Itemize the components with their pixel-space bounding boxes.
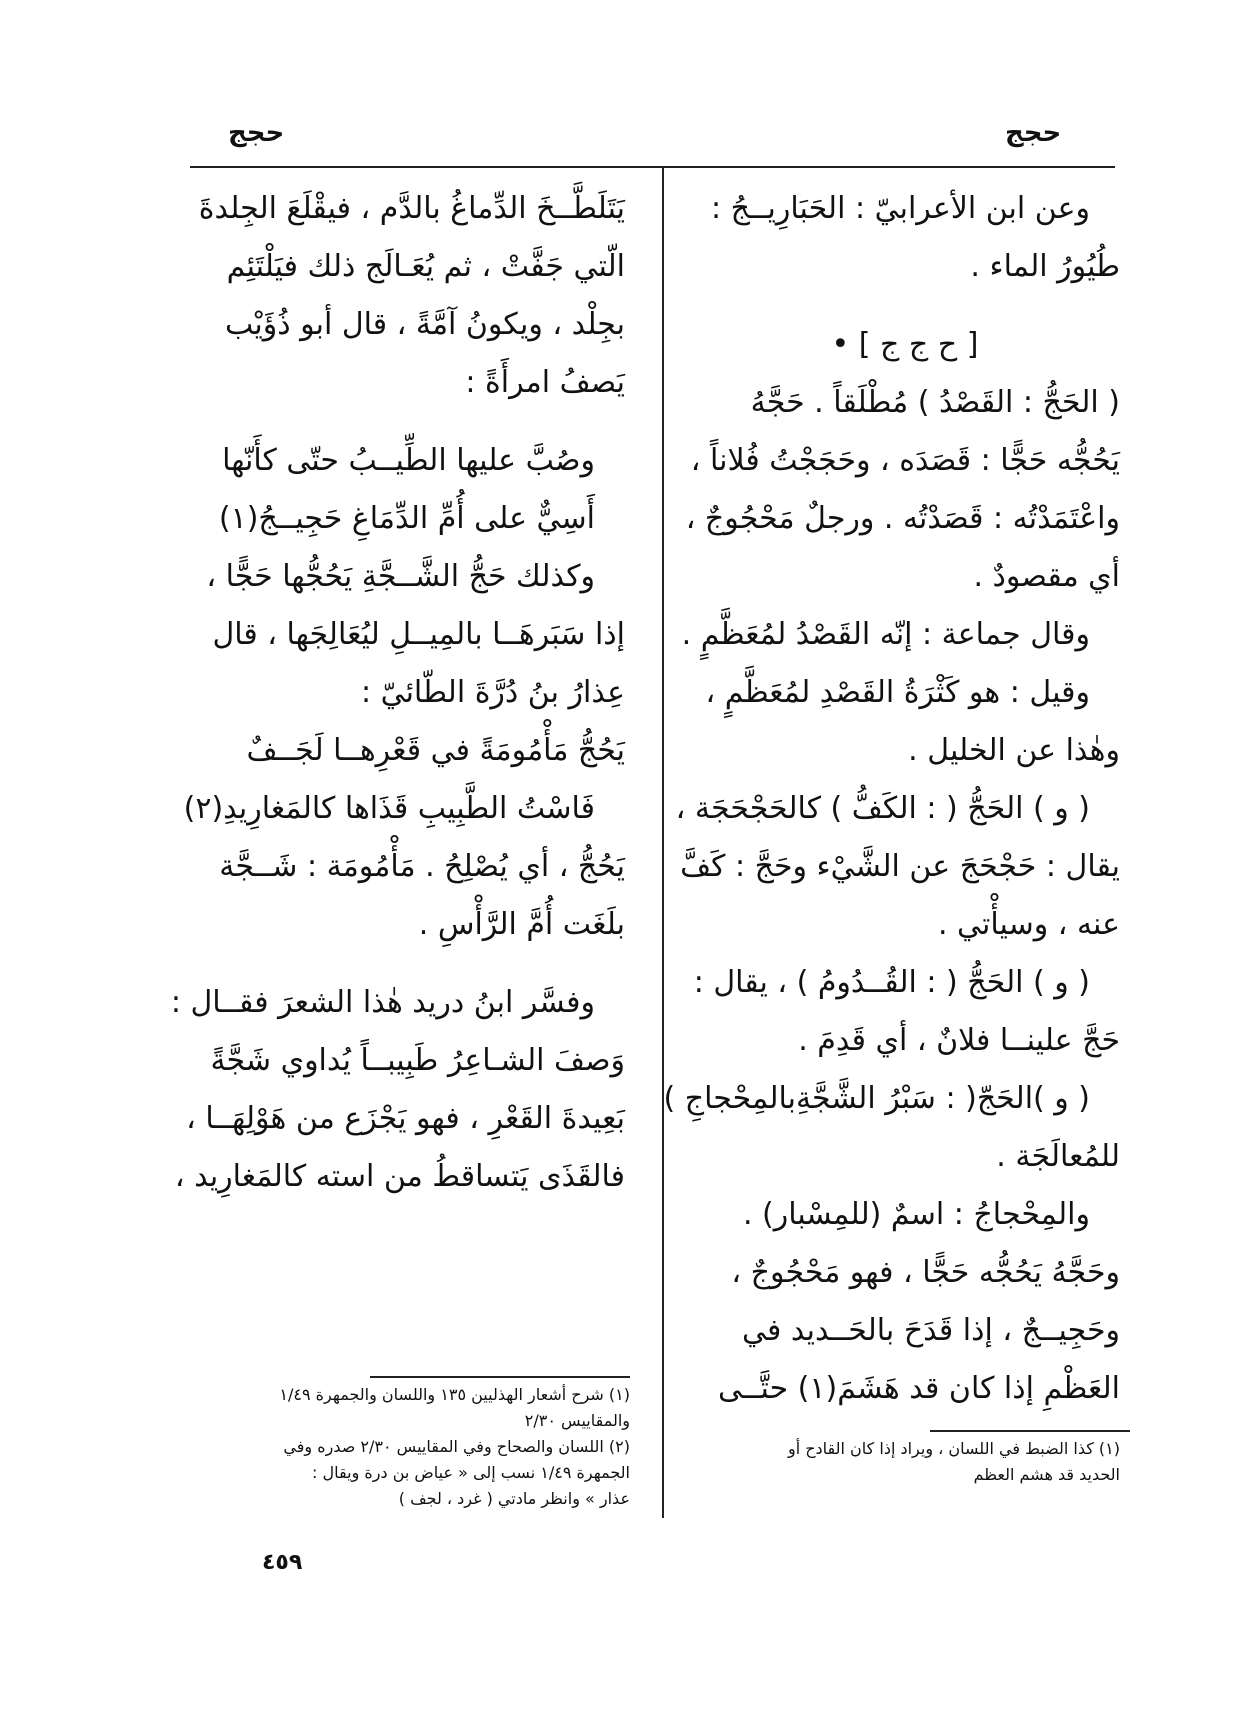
text-line: للمُعالَجَة . <box>996 1139 1120 1174</box>
footnote-line: الجمهرة ١/٤٩ نسب إلى « عياض بن درة ويقال : <box>312 1463 630 1482</box>
text-line: وهٰذا عن الخليل . <box>908 733 1120 768</box>
text-line: وَصفَ الشـاعِرُ طَبِيبــاً يُداوي شَجَّةً <box>210 1043 625 1078</box>
text-line: ( الحَجُّ : القَصْدُ ) مُطْلَقاً . حَجَّهُ <box>750 385 1120 420</box>
text-line: واعْتَمَدْتُه : قَصَدْتُه . ورجلٌ مَحْجُوجٌ ، <box>685 501 1120 536</box>
text-line: عِذارُ بنُ دُرَّةَ الطّائيّ : <box>360 675 625 710</box>
poem-verse: وصُبَّ عليها الطِّيــبُ حتّى كأَنّها <box>222 443 595 478</box>
text-line: الّتي جَفَّتْ ، ثم يُعَـالَج ذلك فيَلْتَئِم <box>226 249 625 284</box>
text-line: إذا سَبَرهَــا بالمِيــلِ ليُعَالِجَها ، قال <box>212 617 625 652</box>
text-line: وحَجَّهُ يَحُجُّه حَجًّا ، فهو مَحْجُوجٌ ، <box>731 1255 1120 1290</box>
text-line: وعن ابن الأعرابيّ : الحَبَارِيــجُ : <box>710 191 1090 226</box>
text-line: وحَجِيــجٌ ، إذا قَدَحَ بالحَــديد في <box>741 1313 1120 1348</box>
footnotes-right <box>700 1436 1120 1488</box>
footnote-line: الحديد قد هشم العظم <box>973 1465 1120 1484</box>
text-line: ( و ) الحَجُّ ( : الكَفُّ ) كالحَجْحَجَة ، <box>675 791 1090 826</box>
text-line: ( و ) الحَجُّ ( : القُــدُومُ ) ، يقال : <box>693 965 1090 1000</box>
text-line: فالقَذَى يَتساقطُ من استه كالمَغارِيد ، <box>174 1159 625 1194</box>
footnote-line: (١) شرح أشعار الهذليين ١٣٥ واللسان والجمهرة ١/٤٩ <box>279 1385 630 1404</box>
text-line: يَحُجُّ ، أي يُصْلِحُ . مَأْمُومَة : شَــجَّة <box>219 849 625 884</box>
text-line: طُيُورُ الماء . <box>970 249 1120 284</box>
header-rule <box>190 166 1115 168</box>
text-line: بجِلْد ، ويكونُ آمَّةً ، قال أبو ذُؤَيْب <box>224 307 625 342</box>
text-line: عنه ، وسيأْتي . <box>937 907 1120 942</box>
text-line: حَجَّ علينــا فلانٌ ، أي قَدِمَ . <box>798 1023 1120 1058</box>
column-divider <box>662 168 664 1518</box>
text-line: ( و )الحَجّ( : سَبْرُ الشَّجَّةِبالمِحْجاجِ ) <box>663 1081 1090 1116</box>
text-line: يَتَلَطَّــخَ الدِّماغُ بالدَّم ، فيقْلَعَ الجِلدةَ <box>198 191 625 226</box>
poem-verse: أَسِيٌّ على أُمِّ الدِّمَاغِ حَجِيــجُ(١) <box>218 501 595 536</box>
text-line: والمِحْجاجُ : اسمٌ (للمِسْبار) . <box>742 1197 1090 1232</box>
text-line: يَحُجُّه حَجًّا : قَصَدَه ، وحَجَجْتُ فُلاناً ، <box>690 443 1120 478</box>
text-line: بلَغَت أُمَّ الرَّأْسِ . <box>418 907 625 942</box>
footnote-rule-right <box>930 1430 1130 1432</box>
text-line: العَظْمِ إذا كان قد هَشَمَ(١) حتَّــى <box>717 1371 1120 1406</box>
text-line: يَصفُ امرأَةً : <box>465 365 625 400</box>
footnote-rule-left <box>370 1376 630 1378</box>
text-line: أي مقصودٌ . <box>973 559 1120 594</box>
footnote-line: (٢) اللسان والصحاح وفي المقاييس ٢/٣٠ صدره وفي <box>283 1437 630 1456</box>
left-column <box>170 180 625 1206</box>
text-line: وكذلك حَجُّ الشَّــجَّةِ يَحُجُّها حَجًّا ، <box>206 559 595 594</box>
entry-heading: [ ح ج ج ] • <box>831 327 979 362</box>
footnote-line: (١) كذا الضبط في اللسان ، ويراد إذا كان القادح أو <box>787 1439 1120 1458</box>
footnotes-left <box>180 1382 630 1512</box>
right-column <box>663 180 1120 1418</box>
poem-verse: فَاسْتُ الطَّبِيبِ قَذَاها كالمَغارِيدِ(٢) <box>183 791 595 826</box>
text-line: وقيل : هو كَثْرَةُ القَصْدِ لمُعَظَّمٍ ، <box>705 675 1090 710</box>
footnote-line: عذار » وانظر مادتي ( غرد ، لجف ) <box>398 1489 630 1508</box>
text-line: بَعِيدةَ القَعْرِ ، فهو يَجْزَع من هَوْلِهَــا ، <box>186 1101 625 1136</box>
text-line: وقال جماعة : إنّه القَصْدُ لمُعَظَّمٍ . <box>681 617 1090 652</box>
header-left-word: حجج <box>228 118 285 148</box>
text-line: وفسَّر ابنُ دريد هٰذا الشعرَ فقــال : <box>170 985 595 1020</box>
poem-verse: يَحُجُّ مَأْمُومَةً في قَعْرِهــا لَجَــفٌ <box>246 733 625 768</box>
footnote-line: والمقاييس ٢/٣٠ <box>524 1411 630 1430</box>
header-right-word: حجج <box>1005 118 1062 148</box>
text-line: يقال : حَجْحَجَ عن الشَّيْء وحَجَّ : كَفَّ <box>680 849 1120 884</box>
page-number: ٤٥٩ <box>262 1550 303 1575</box>
